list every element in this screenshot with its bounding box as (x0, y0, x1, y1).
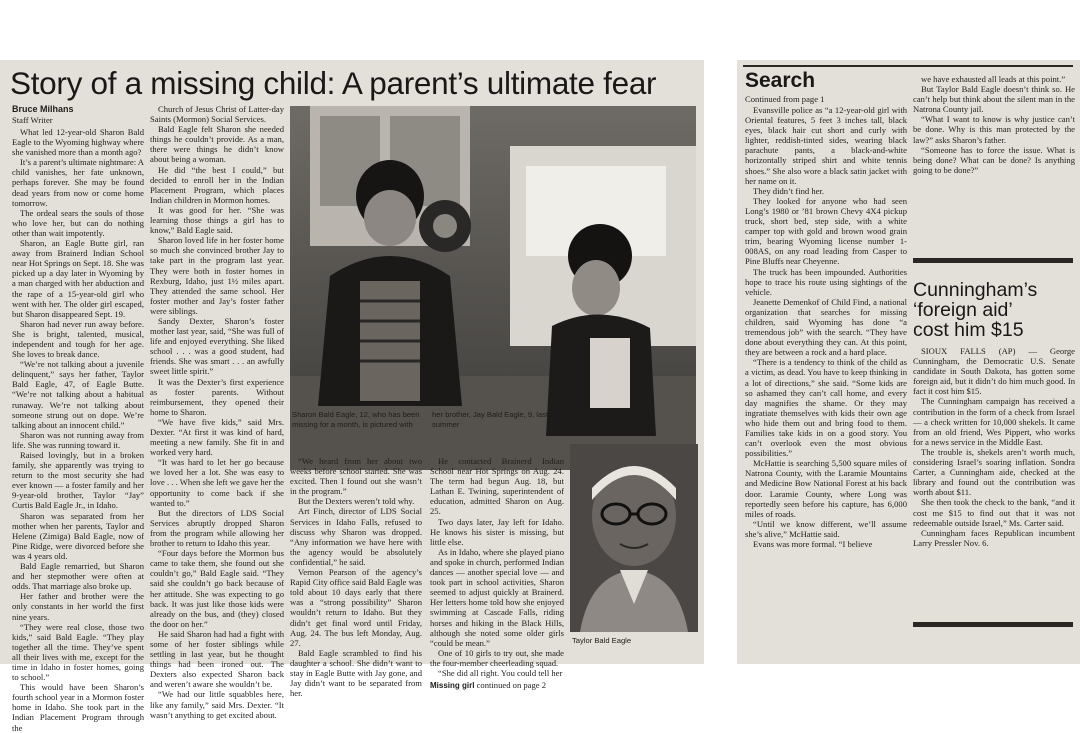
paragraph: Sharon loved life in her foster home so much she convinced brother Jay to take part in the program last year. They were both in foster homes in Rexburg, Idaho, just 1½ miles apart. They attended the same school. Her foster mother and Jay’s foster father were siblings. (150, 235, 284, 316)
right-column-2-top (913, 74, 1075, 240)
paragraph: “Someone has to force the issue. What is being done? What can be done? Is anything going to be done?” (913, 144, 1075, 175)
paragraph: Vernon Pearson of the agency’s Rapid City office said Bald Eagle was told about 10 days early that there was a “strong possibility” Sharon wouldn’t return to Idaho. But they didn’t get final word until Friday, Aug. 24. The bus left Monday, Aug. 27. (290, 567, 422, 648)
portrait-image (570, 444, 698, 632)
byline: Bruce Milhans (12, 104, 74, 114)
paragraph: “What I want to know is why justice can’t be done. Why is this man protected by the law?” asks Sharon’s father. (913, 114, 1075, 145)
paragraph: It was good for her. “She was learning those things a girl has to know,” Bald Eagle said. (150, 204, 284, 236)
paragraph: Art Finch, director of LDS Social Services in Idaho Falls, refused to discuss why Sharon was dropped. “Any information we have here with the agency would be absolutely confidential,” he said. (290, 506, 422, 567)
bottom-rule (913, 622, 1073, 627)
paragraph: Sandy Dexter, Sharon’s foster mother last year, said, “She was full of life and enjoyed everything. She liked school . . . was a good student, had friends. She was smart . . . an awfully sweet little spirit.” (150, 315, 284, 377)
paragraph: They didn’t find her. (753, 185, 824, 196)
paragraph: He did “the best I could,” but decided to enroll her in the Indian Placement Program, which places Indian children in Mormon homes. (150, 164, 284, 205)
left-column-3 (290, 456, 422, 699)
paragraph: But the Dexters weren’t told why. (298, 496, 415, 507)
paragraph: He said Sharon had had a fight with some of her foster siblings while settling in last year, but he thought things had been ironed out. The Dexters also expected Sharon back and weren’t aware she wouldn’t be. (150, 628, 284, 690)
paragraph: The trouble is, shekels aren’t worth much, considering Israel’s soaring inflation. Sondra Carter, a Cunningham aide, checked at the library and found out the contribution was worth about $11. (913, 446, 1075, 498)
paragraph: She then took the check to the bank, “and it cost me $15 to find out that it was not redeemable outside Israel,” Ms. Carter said. (913, 497, 1075, 528)
paragraph: “She did all right. You could tell her (438, 667, 563, 678)
paragraph: McHattie is searching 5,500 square miles of Natrona County, with the Laramie Mountains and Medicine Bow National Forest at his back door. Laramie County, where Long was reportedly seen before his capture, has 6,000 miles of roads. (745, 458, 907, 519)
paragraph: “They were real close, those two kids,” said Bald Eagle. “They play together all the time. They’ve spent all their lives with me, except for the time in Idaho in foster homes, going to school.” (12, 621, 144, 683)
paragraph: He contacted Brainerd Indian School near Hot Springs on Aug. 24. The term had begun Aug. 18, but Lathan E. Twining, superintendent of education, admitted Sharon on Aug. 25. (430, 456, 564, 517)
sidebar-headline (913, 280, 1073, 340)
paragraph: “It was hard to let her go because we loved her a lot. She was easy to love . . . When she left we gave her the opportunity to come back if she wanted to.” (150, 457, 284, 508)
left-clipping (0, 60, 704, 733)
sidebar-rule (913, 258, 1073, 263)
paragraph: Evans was more formal. “I believe (753, 539, 873, 550)
paragraph: As in Idaho, where she played piano and spoke in church, performed Indian dances — another special love — and took part in school activities, Sharon seemed to adjust quickly at Brainerd. Her letters home told how she enjoyed swimming at Cascade Falls, riding horses and hiking in the Black Hills, although she noted some older girls “could be mean.” (430, 546, 564, 648)
paragraph: The ordeal sears the souls of those who love her, but can do nothing other than wait impotently. (12, 207, 144, 238)
paragraph: This would have been Sharon’s fourth school year in a Mormon foster home in Idaho. She took part in the Indian Placement Program through the (12, 682, 144, 733)
paragraph: It was the Dexter’s first experience as foster parents. Without reimbursement, they opened their home to Sharon. (150, 376, 284, 417)
portrait-photo (570, 444, 698, 632)
paragraph: “We’re not talking about a juvenile delinquent,” says her father, Taylor Bald Eagle, 47, of Eagle Butte. “We’re not talking about a habitual runaway. We’re not talking about someone strung out on dope. We’re talking about an innocent child.” (12, 359, 144, 430)
paragraph: What led 12-year-old Sharon Bald Eagle to the Wyoming highway where she vanished more than a month ago? (12, 127, 144, 158)
sidebar-headline-line-1: Cunningham’s (913, 279, 1038, 301)
right-column-1 (745, 68, 907, 660)
section-word: Search (745, 69, 816, 92)
byline-role: Staff Writer (12, 115, 53, 125)
paragraph: Jeanette Demenkof of Child Find, a national organization that searches for missing children, said Wyoming has done “a tremendous job” with the search. “They have done about everything they can. At this point, they are between a rock and a hard place. (745, 296, 907, 358)
paragraph: we have exhausted all leads at this point.” (921, 74, 1066, 84)
paragraph: Evansville police as “a 12-year-old girl with Oriental features, 5 feet 3 inches tall, black eyes, black hair cut short and curly with lighter, reddish-tinted sides, wearing black parachute pants, a black-and-white horizontally striped shirt and white tennis shoes.” She also wore a black satin jacket with her name on it. (745, 105, 907, 186)
continued-line: Continued from page 1 (745, 94, 825, 104)
paragraph: It’s a parent’s ultimate nightmare: A child vanishes, her fate unknown, perhaps forever. She may be found dead years from now or come home tomorrow. (12, 157, 144, 208)
sidebar-headline-line-2: ‘foreign aid’ (913, 299, 1013, 321)
jump-line: Missing girl (430, 681, 475, 691)
paragraph: But the directors of LDS Social Services abruptly dropped Sharon from the program while allowing her brother to return to Idaho this year. (150, 507, 284, 549)
paragraph: Her father and brother were the only constants in her world the first nine years. (12, 591, 144, 622)
paragraph: “Until we know different, we’ll assume she’s alive,” McHattie said. (745, 518, 907, 539)
paragraph: SIOUX FALLS (AP) — George Cunningham, the Democratic U.S. Senate candidate in South Dakota, has gotten some foreign aid, but it didn’t do him much good. In fact it cost him $15. (913, 346, 1075, 397)
portrait-caption: Taylor Bald Eagle (572, 636, 632, 645)
paragraph: Bald Eagle remarried, but Sharon and her stepmother were often at odds. That marriage also broke up. (12, 561, 144, 592)
photo-caption-left: Sharon Bald Eagle, 12, who has been missing for a month, is pictured with (292, 410, 420, 429)
left-column-2 (150, 104, 284, 720)
paragraph: “There is a tendency to think of the child as a victim, as dead. You have to keep thinking in a lot of directions,” she said. “Some kids are so ashamed they can’t call home, and every day magnifies the shame. Or they may ingratiate themselves with kids their own age who hide them out and bring food to them. Families take kids in on a good story. You can’t overlook even the most obvious possibilities.” (745, 357, 907, 459)
headline: Story of a missing child: A parent’s ultimate fear (10, 65, 657, 101)
paragraph: But Taylor Bald Eagle doesn’t think so. He can’t help but think about the silent man in the Natrona County jail. (913, 84, 1075, 115)
paragraph: “We heard from her about two weeks before school started. She was excited. Then I found out she wasn’t in the program.” (290, 456, 422, 497)
paragraph: The truck has been impounded. Authorities hope to trace his route using sightings of the vehicle. (745, 266, 907, 297)
paragraph: Sharon, an Eagle Butte girl, ran away from Brainerd Indian School near Hot Springs on Sept. 18. She was picked up a day later in Wyoming by a man charged with her abduction and the rape of a 15-year-old girl who went with her. The older girl escaped, but Sharon disappeared Sept. 19. (12, 238, 144, 319)
paragraph: Sharon was not running away from life. She was running toward it. (12, 429, 144, 450)
paragraph: Cunningham faces Republican incumbent Larry Pressler Nov. 6. (913, 527, 1075, 548)
paragraph: One of 10 girls to try out, she made the four-member cheerleading squad. (430, 647, 564, 668)
paragraph: They looked for anyone who had seen Long’s 1980 or ’81 brown Chevy 4X4 pickup truck, short bed, step side, with a white camper top with gold and brown wood grain trim, bearing Wyoming license number 1-008AS, on any road leading from Casper to Pine Bluffs near Cheyenne. (745, 195, 907, 267)
paragraph: The Cunningham campaign has received a contribution in the form of a check from Israel — a check written for 10,000 shekels. It came from an old friend, Wes Pippert, who works for a news service in the Middle East. (913, 396, 1075, 447)
right-column-2-bottom (913, 346, 1075, 618)
paragraph: Church of Jesus Christ of Latter-day Saints (Mormon) Social Services. (150, 104, 284, 125)
right-clipping (737, 60, 1080, 664)
sidebar-headline-line-3: cost him $15 (913, 319, 1024, 341)
left-column-1 (12, 104, 144, 733)
paragraph: Bald Eagle felt Sharon she needed things he couldn’t provide. As a man, there were things he didn’t know about being a woman. (150, 124, 284, 165)
photo-caption-right: her brother, Jay Bald Eagle, 9, last summer (432, 410, 549, 429)
paragraph: “We have five kids,” said Mrs. Dexter. “At first it was kind of hard, meeting a new family. She fit in and worked very hard. (150, 416, 284, 458)
top-rule (743, 65, 1073, 67)
paragraph: Sharon had never run away before. She is bright, talented, musical, independent and tough for her age. She loves to break dance. (12, 318, 144, 360)
paragraph: “Four days before the Mormon bus came to take them, she found out she couldn’t go,” Bald Eagle said. “They said she couldn’t go back because of her attitude. She was expecting to go back. It was just like those kids were already on the bus, and (they) closed the door on her.” (150, 548, 284, 629)
paragraph: “We had our little squabbles here, like any family,” said Mrs. Dexter. “It wasn’t anything to get excited about. (150, 689, 284, 720)
jump-line-rest: continued on page 2 (476, 680, 547, 691)
paragraph: Two days later, Jay left for Idaho. He knows his sister is missing, but little else. (430, 516, 564, 547)
paragraph: Raised lovingly, but in a broken family, she apparently was trying to return to the most security she had ever known — a foster family and her 9-year-old brother, Taylor “Jay” Curtis Bald Eagle Jr., in Idaho. (12, 450, 144, 511)
paragraph: Sharon was separated from her mother when her parents, Taylor and Helene (Zimiga) Bald Eagle, now of Pine Ridge, were divorced before she was 4 years old. (12, 510, 144, 561)
left-column-4 (430, 456, 564, 691)
paragraph: Bald Eagle scrambled to find his daughter a school. She didn’t want to stay in Eagle Butte with Jay gone, and Jay didn’t want to be separated from her. (290, 647, 422, 699)
